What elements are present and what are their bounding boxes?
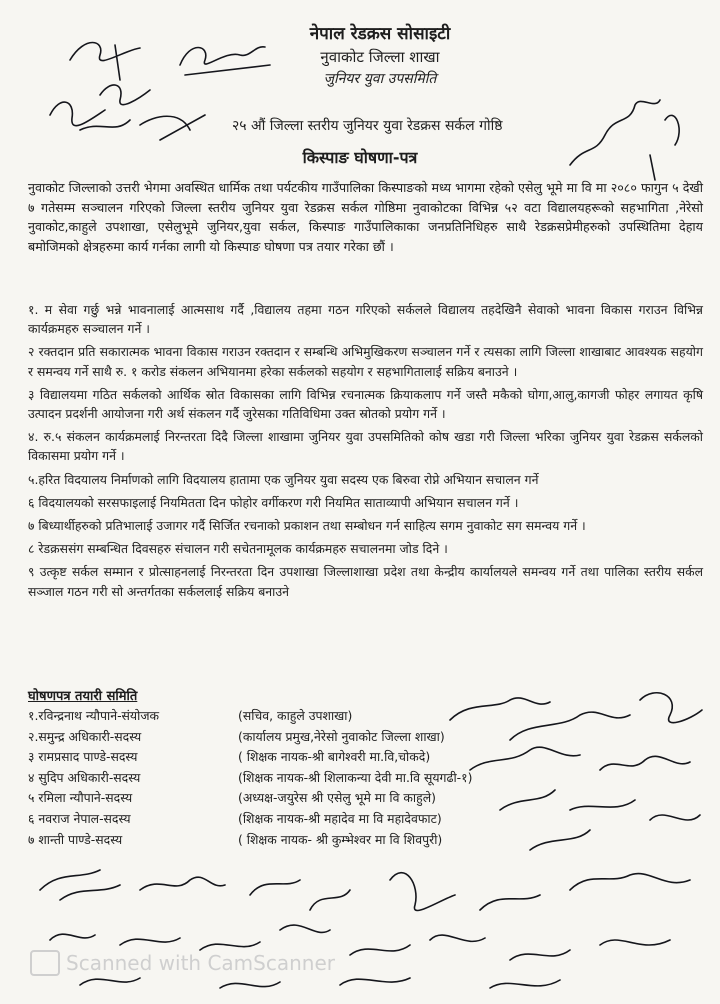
scanner-watermark [30, 950, 335, 976]
declaration-point: ६ विदयालयको सरसफाइलाई नियमितता दिन फोहोर वर्गीकरण गरी नियमित साताव्यापी अभियान सचालन गर्ने । [28, 494, 519, 510]
member-name: १.रविन्द्रनाथ न्यौपाने-संयोजक [28, 708, 160, 723]
declaration-points [28, 300, 703, 605]
member-role: (शिक्षक नायक-श्री महादेव मा वि महादेवफाट) [238, 810, 442, 826]
member-name: २.समुन्द्र अधिकारी-सदस्य [28, 728, 142, 744]
declaration-point: ४. रु.५ संकलन कार्यक्रमलाई निरन्तरता दिदै जिल्ला शाखामा जुनियर युवा उपसमितिको कोष खडा गरी जिल्ला भरिका जुनियर युवा रेडक्रस सर्कलको विकासमा प्रयोग गर्ने । [28, 429, 703, 464]
intro-paragraph: नुवाकोट जिल्लाको उत्तरी भेगमा अवस्थित धार्मिक तथा पर्यटकीय गाउँपालिका किस्पाङको मध्य भागमा रहेको एसेलु भूमे मा वि मा २०८० फागुन ५ देखी ७ गतेसम्म सञ्चालन गरिएको जिल्ला स्तरीय जुनियर युवा रेडक्रस सर्कल गोष्ठिमा नुवाकोटका विभिन्न ५२ वटा विद्यालयहरूको सहभागिता ,नेरेसो नुवाकोट,काहुले उपशाखा, एसेलुभूमे जुनियर,युवा सर्कल, किस्पाङ गाउँपालिकाका जनप्रतिनिधिहरु साथै रेडक्रसप्रेमीहरुको उपस्थितिमा देहाय बमोजिमको क्षेत्रहरुमा कार्य गर्नका लागी यो किस्पाङ घोषणा पत्र तयार गरेका छौं । [28, 180, 703, 254]
declaration-point: ५.हरित विदयालय निर्माणको लागि विदयालय हातामा एक जुनियर युवा सदस्य एक बिरुवा रोप्ने अभियान सचालन गर्ने [28, 471, 539, 487]
member-role: (सचिव, काहुले उपशाखा) [238, 708, 353, 723]
member-role: (अध्यक्ष-जयुरेस श्री एसेलु भूमे मा वि काहुले) [238, 790, 436, 806]
member-role: ( शिक्षक नायक-श्री बागेश्वरी मा.वि,चोकदे) [238, 749, 431, 765]
member-role: (शिक्षक नायक-श्री शिलाकन्या देवी मा.वि सूयगढी-१) [238, 769, 473, 785]
document-title: किस्पाङ घोषणा-पत्र [302, 148, 418, 167]
committee-list [28, 706, 472, 850]
camscanner-icon [30, 950, 60, 976]
branch-name: नुवाकोट जिल्ला शाखा [320, 48, 440, 66]
member-role: ( शिक्षक नायक- श्री कुम्भेश्वर मा वि शिवपुरी) [238, 831, 443, 847]
declaration-point: ८ रेडक्रससंग सम्बन्धित दिवसहरु संचालन गरी सचेतनामूलक कार्यक्रमहरु सचालनमा जोड दिने । [28, 541, 448, 557]
signatures-committee-right [440, 680, 710, 870]
member-role: (कार्यालय प्रमुख,नेरेसो नुवाकोट जिल्ला शाखा) [238, 728, 445, 744]
committee-member [28, 727, 472, 748]
declaration-point: २ रक्तदान प्रति सकारात्मक भावना विकास गराउन रक्तदान र सम्बन्धि अभिमुखिकरण सञ्चालन गर्ने र त्यसका लागि जिल्ला शाखाबाट आवश्यक सहयोग र समन्वय गर्ने साथै रु. १ करोड संकलन अभियानमा हरेका सर्कलको सहयोग र सहभागितालाई सक्रिय बनाउने । [28, 344, 703, 379]
member-name: ७ शान्ती पाण्डे-सदस्य [28, 831, 123, 847]
event-title: २५ औं जिल्ला स्तरीय जुनियर युवा रेडक्रस सर्कल गोष्ठि [232, 118, 503, 134]
declaration-point: ९ उत्कृष्ट सर्कल सम्मान र प्रोत्साहनलाई निरन्तरता दिन उपशाखा जिल्लाशाखा प्रदेश तथा केन्द्रीय कार्यालयले समन्वय गर्ने तथा पालिका स्तरीय सर्कल सञ्जाल गठन गरी सो अन्तर्गतका सर्कललाई सक्रिय बनाउने [28, 564, 703, 599]
committee-member [28, 706, 472, 727]
signatures-bottom [20, 850, 710, 1000]
signature-top-right [560, 85, 700, 185]
member-name: ६ नवराज नेपाल-सदस्य [28, 810, 131, 826]
committee-heading: घोषणपत्र तयारी समिति [28, 689, 138, 704]
member-name: ४ सुदिप अधिकारी-सदस्य [28, 769, 141, 785]
member-name: ५ रमिला न्यौपाने-सदस्य [28, 790, 133, 806]
committee-member [28, 747, 472, 768]
declaration-point: ७ बिध्यार्थीहरुको प्रतिभालाई उजागर गर्दै सिर्जित रचनाको प्रकाशन तथा सम्बोधन गर्न साहित्य सगम नुवाकोट सग समन्वय गर्ने । [28, 518, 586, 534]
declaration-point: ३ विद्यालयमा गठित सर्कलको आर्थिक स्रोत विकासका लागि विभिन्न रचनात्मक क्रियाकलाप गर्ने जस्तै मकैको घोगा,आलु,कागजी फोहर लगायत कृषि उत्पादन प्रदर्शनी आयोजना गरी अर्थ संकलन गर्दै जुरेसका गतिविधिमा उक्त स्रोतको प्रयोग गर्ने । [28, 386, 703, 422]
committee-member [28, 768, 472, 789]
committee-member [28, 788, 472, 809]
subcommittee-name: जुनियर युवा उपसमिति [323, 71, 437, 87]
committee-member [28, 809, 472, 830]
committee-member [28, 830, 472, 851]
watermark-text: Scanned with CamScanner [66, 951, 335, 975]
signature-romila [170, 25, 280, 85]
declaration-point: १. म सेवा गर्छु भन्ने भावनालाई आत्मसाथ गर्दै ,विद्यालय तहमा गठन गरिएको सर्कलले विद्यालय तहदेखिनै सेवाको भावना विकास गराउन विभिन्न कार्यक्रमहरु सञ्चालन गर्ने । [28, 302, 703, 337]
org-name: नेपाल रेडक्रस सोसाइटी [309, 24, 451, 44]
member-name: ३ रामप्रसाद पाण्डे-सदस्य [28, 749, 138, 765]
